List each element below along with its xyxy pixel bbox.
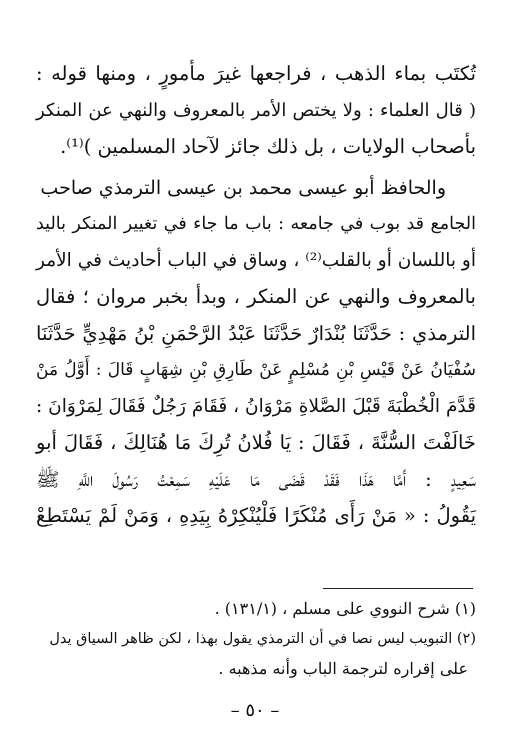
footnote-1: (١) شرح النووي على مسلم ، (١٣١/١) . [214, 599, 476, 618]
main-text [36, 56, 476, 535]
footnotes [40, 594, 476, 684]
text-line: خَالَفْتَ السُّنَّةَ ، فَقَالَ : يَا فُلانُ تُرِكَ مَا هُنَالِكَ ، فَقَالَ أبو [36, 431, 476, 454]
text-line: الجامع قد بوب في جامعه : باب ما جاء في تغيير المنكر باليد [36, 214, 476, 234]
text-line: ( قال العلماء : ولا يختص الأمر بالمعروف والنهي عن المنكر [36, 99, 476, 121]
footnote-separator [323, 588, 473, 589]
text-line: تُكتَب بماء الذهب ، فراجعها غيرَ مأمورٍ ، ومنها قوله : [36, 62, 476, 85]
text-line: أو باللسان أو بالقلب⁽²⁾ ، وساق في الباب أحاديث في الأمر [36, 249, 476, 271]
footnote-2: (٢) التبويب ليس نصا في أن الترمذي يقول بهذا ، لكن ظاهر السياق يدل [49, 631, 476, 647]
text-line: بأصحاب الولايات ، بل ذلك جائز لآحاد المسلمين )⁽¹⁾. [60, 135, 476, 158]
page-number: – ٥٠ – [230, 700, 280, 721]
text-line: بالمعروف والنهي عن المنكر ، وبدأ بخبر مروان ؛ فقال [36, 285, 476, 308]
paragraph-first-line: والحافظ أبو عيسى محمد بن عيسى الترمذي صاحب [40, 176, 446, 199]
text-line: سُفْيَانُ عَنْ قَيْسِ بْنِ مُسْلِمٍ عَنْ طَارِقِ بْنِ شِهَابٍ قَالَ : أَوَّلُ مَنْ [36, 360, 476, 380]
footnote-2-continuation: على إقراره لترجمة الباب وأنه مذهبه . [218, 659, 468, 678]
text-line: سَعِيدٍ : أَمَّا هَذَا فَقَدْ قَضَى مَا عَلَيْهِ سَمِعْتُ رَسُولَ اللَّهِ ﷺ [36, 467, 476, 491]
text-line: قَدَّمَ الْخُطْبَةَ قَبْلَ الصَّلاةِ مَرْوَانُ ، فَقَامَ رَجُلٌ فَقَالَ لِمَرْوَانَ : [36, 395, 476, 417]
text-line: الترمذي : حَدَّثَنَا بُنْدَارٌ حَدَّثَنَا عَبْدُ الرَّحْمَنِ بْنُ مَهْدِيٍّ حَدَّثَنَا [36, 321, 476, 345]
text-line: يَقُولُ : « مَنْ رَأَى مُنْكَرًا فَلْيُنْكِرْهُ بِيَدِهِ ، وَمَنْ لَمْ يَسْتَطِعْ [36, 504, 476, 527]
